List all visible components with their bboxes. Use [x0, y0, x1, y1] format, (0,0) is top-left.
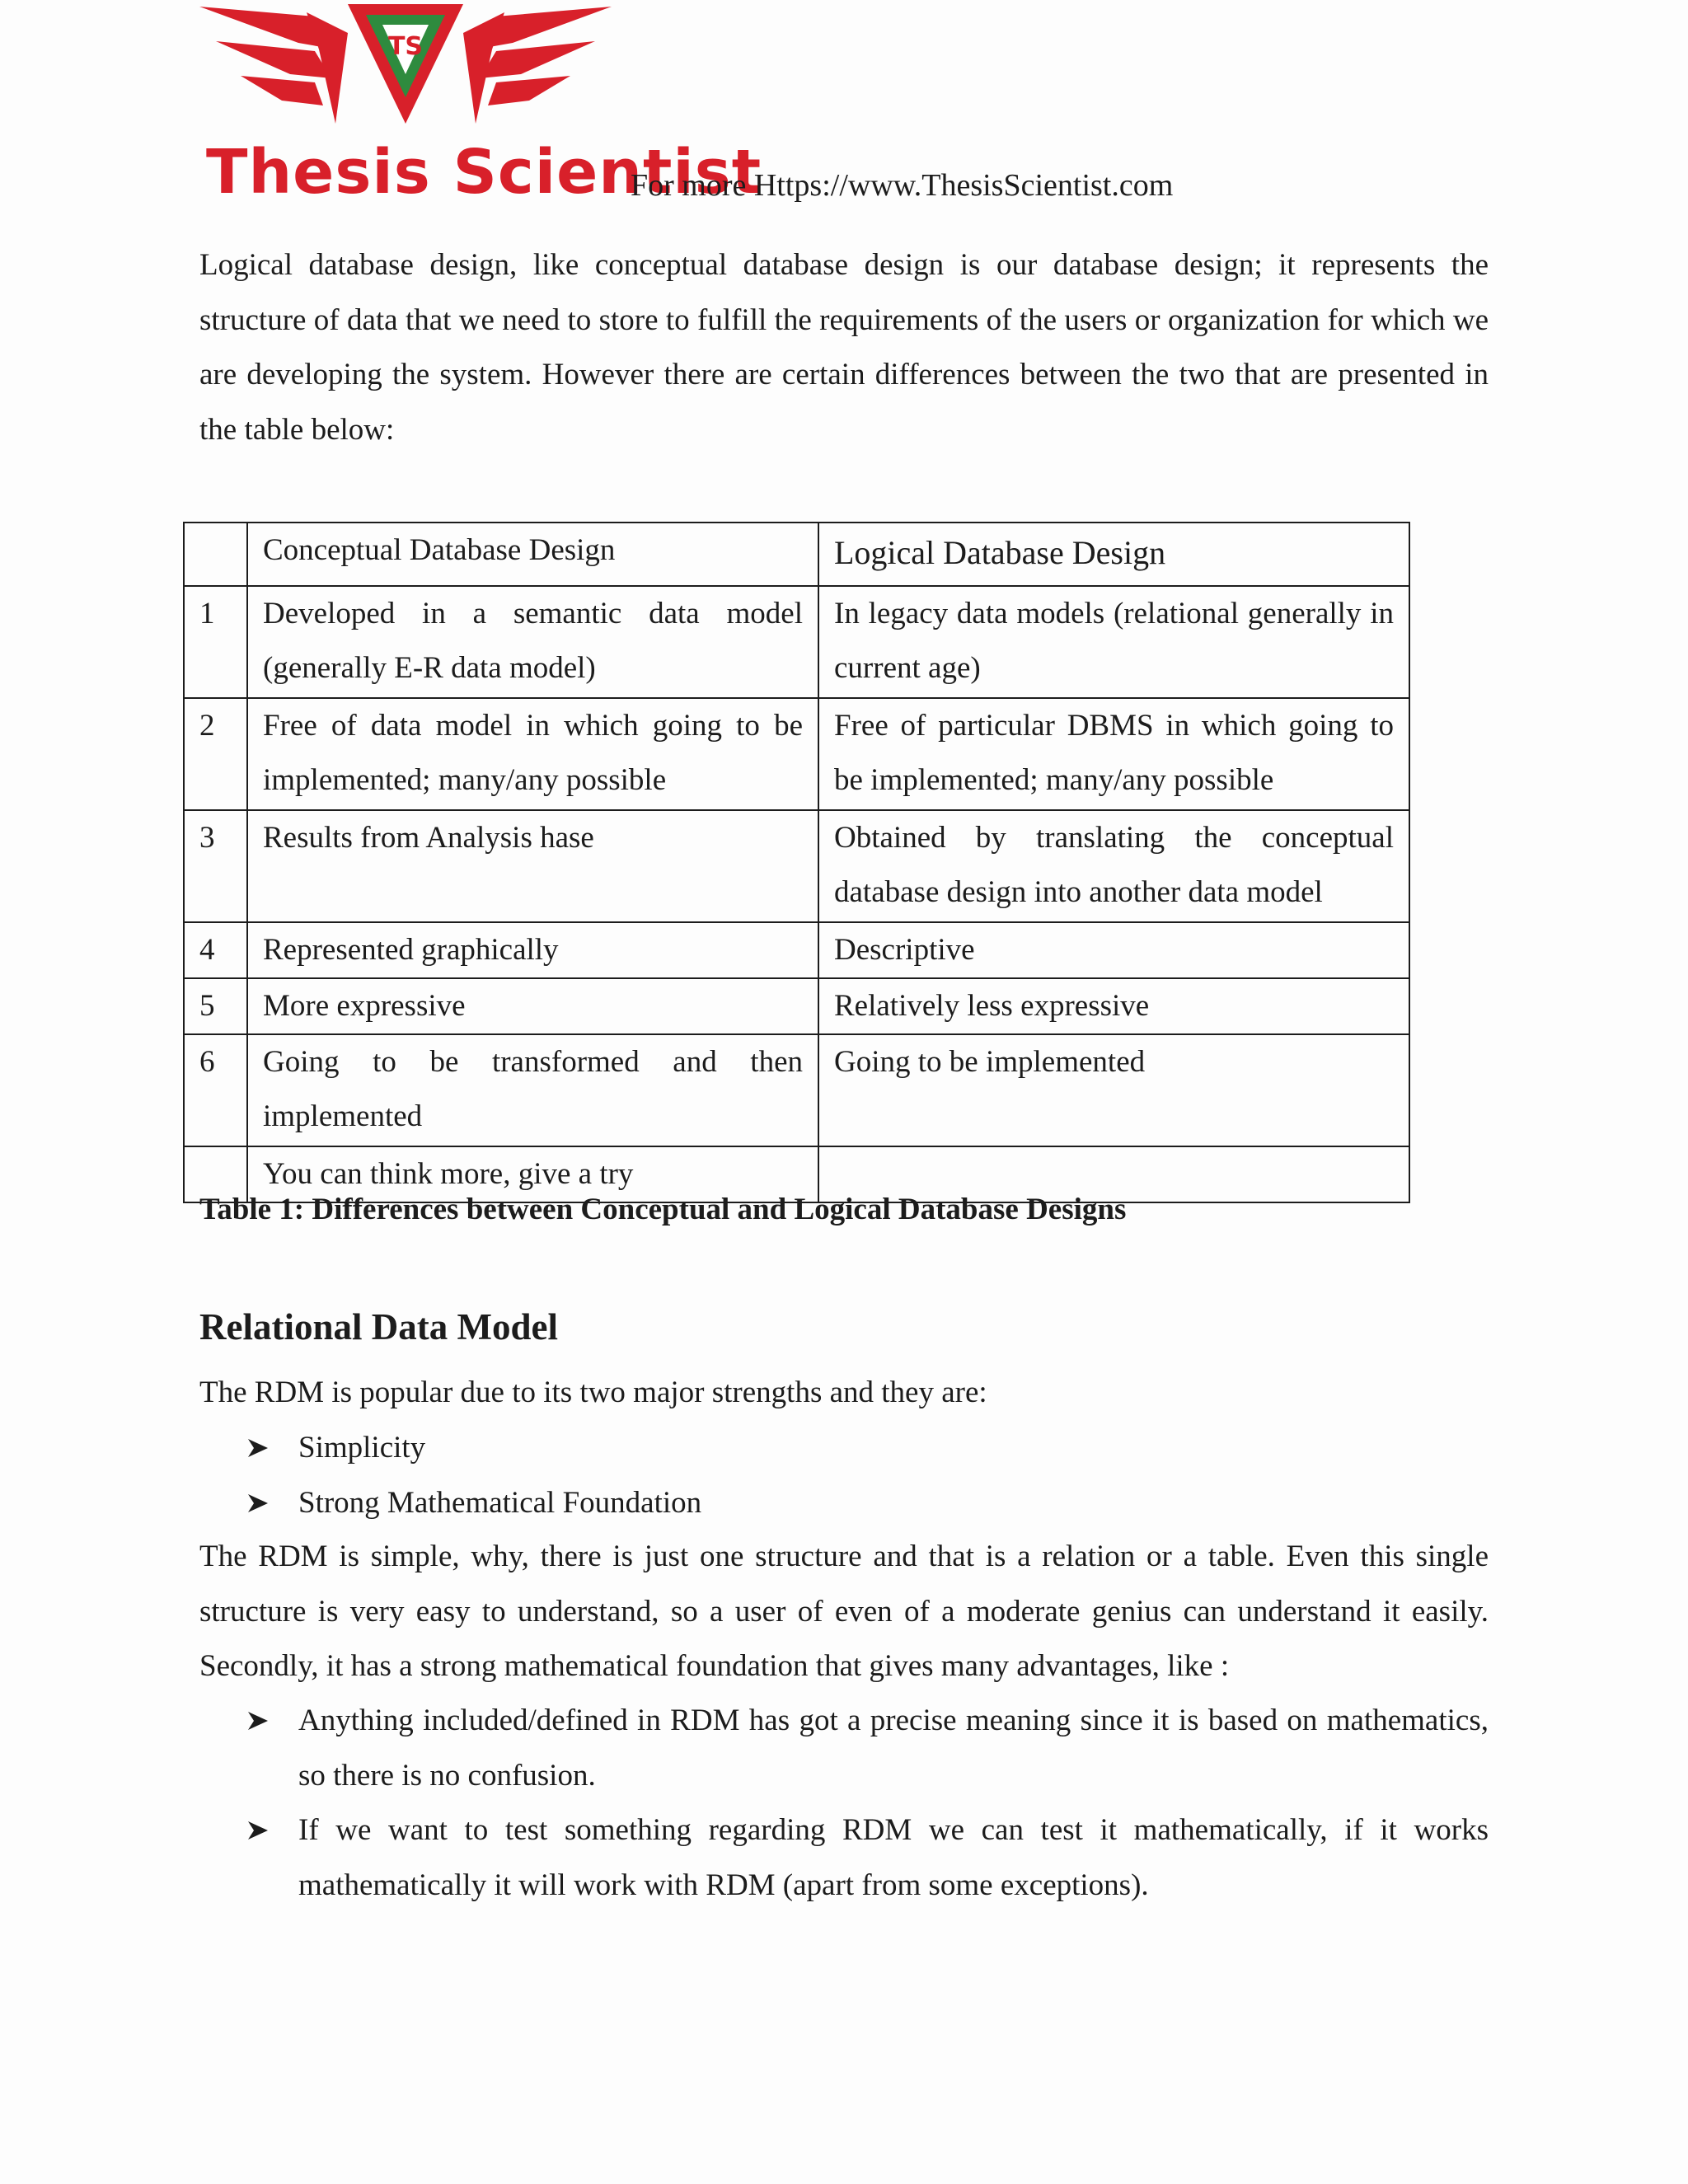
strengths-list — [247, 1421, 1489, 1530]
logo-monogram: TS — [387, 32, 424, 61]
table-cell: Relatively less expressive — [818, 978, 1409, 1034]
table-cell: Descriptive — [818, 922, 1409, 978]
intro-paragraph: Logical database design, like conceptual database design is our database design; it represents the structure of data that we need to store to fulfill the requirements of the users or organization for which we are developing the system. However there are certain differences between the two that are presented in the table below: — [199, 248, 1489, 447]
table-cell: Obtained by translating the conceptual database design into another data model — [818, 810, 1409, 922]
table-cell: 5 — [184, 978, 247, 1034]
list-item-text: Anything included/defined in RDM has got a precise meaning since it is based on mathematics, so there is no confusion. — [298, 1704, 1489, 1793]
table-cell: 4 — [184, 922, 247, 978]
winged-triangle-logo-icon — [191, 0, 620, 140]
list-item-text: Strong Mathematical Foundation — [298, 1485, 702, 1520]
table-cell: Free of data model in which going to be implemented; many/any possible — [247, 698, 818, 810]
table-row — [184, 922, 1409, 978]
advantages-list — [247, 1694, 1489, 1913]
section-heading: Relational Data Model — [199, 1306, 558, 1347]
section-intro: The RDM is popular due to its two major strengths and they are: — [199, 1376, 987, 1409]
table-cell: Going to be transformed and then implemented — [247, 1034, 818, 1146]
table-header-row — [184, 523, 1409, 586]
arrowhead-bullet-icon — [247, 1476, 272, 1530]
table-cell: You can think more, give a try — [247, 1146, 818, 1202]
table-cell: Represented graphically — [247, 922, 818, 978]
table-cell: 3 — [184, 810, 247, 922]
table-header-cell: Conceptual Database Design — [247, 523, 818, 586]
list-item — [247, 1803, 1489, 1913]
table-caption: Table 1: Differences between Conceptual and Logical Database Designs — [199, 1193, 1127, 1226]
table-header-cell — [184, 523, 247, 586]
table-row — [184, 586, 1409, 698]
table-cell: Going to be implemented — [818, 1034, 1409, 1146]
website-link[interactable]: For more Https://www.ThesisScientist.com — [631, 168, 1174, 203]
list-item — [247, 1476, 1489, 1531]
brand-name: Thesis Scientist — [206, 137, 762, 208]
list-item — [247, 1421, 1489, 1476]
table-cell: Free of particular DBMS in which going to be implemented; many/any possible — [818, 698, 1409, 810]
table-cell: Developed in a semantic data model (generally E-R data model) — [247, 586, 818, 698]
table-row — [184, 698, 1409, 810]
table-row — [184, 1034, 1409, 1146]
arrowhead-bullet-icon — [247, 1803, 272, 1858]
section-body: The RDM is simple, why, there is just one structure and that is a relation or a table. Even this single structure is very easy to understand, so a user of even of a moderate genius can understand it easily. Secondly, it has a strong mathematical foundation that gives many advantages, like : — [199, 1540, 1489, 1683]
table-cell: 6 — [184, 1034, 247, 1146]
table-cell: 1 — [184, 586, 247, 698]
list-item — [247, 1694, 1489, 1803]
table-row — [184, 978, 1409, 1034]
differences-table — [183, 522, 1410, 1203]
arrowhead-bullet-icon — [247, 1694, 272, 1748]
table-header-cell: Logical Database Design — [818, 523, 1409, 586]
arrowhead-bullet-icon — [247, 1421, 272, 1475]
table-cell: 2 — [184, 698, 247, 810]
table-cell: Results from Analysis hase — [247, 810, 818, 922]
table-cell: In legacy data models (relational generally in current age) — [818, 586, 1409, 698]
list-item-text: Simplicity — [298, 1431, 426, 1465]
list-item-text: If we want to test something regarding RDM we can test it mathematically, if it works mathematically it will work with RDM (apart from some exceptions). — [298, 1813, 1489, 1902]
table-row — [184, 810, 1409, 922]
table-cell: More expressive — [247, 978, 818, 1034]
